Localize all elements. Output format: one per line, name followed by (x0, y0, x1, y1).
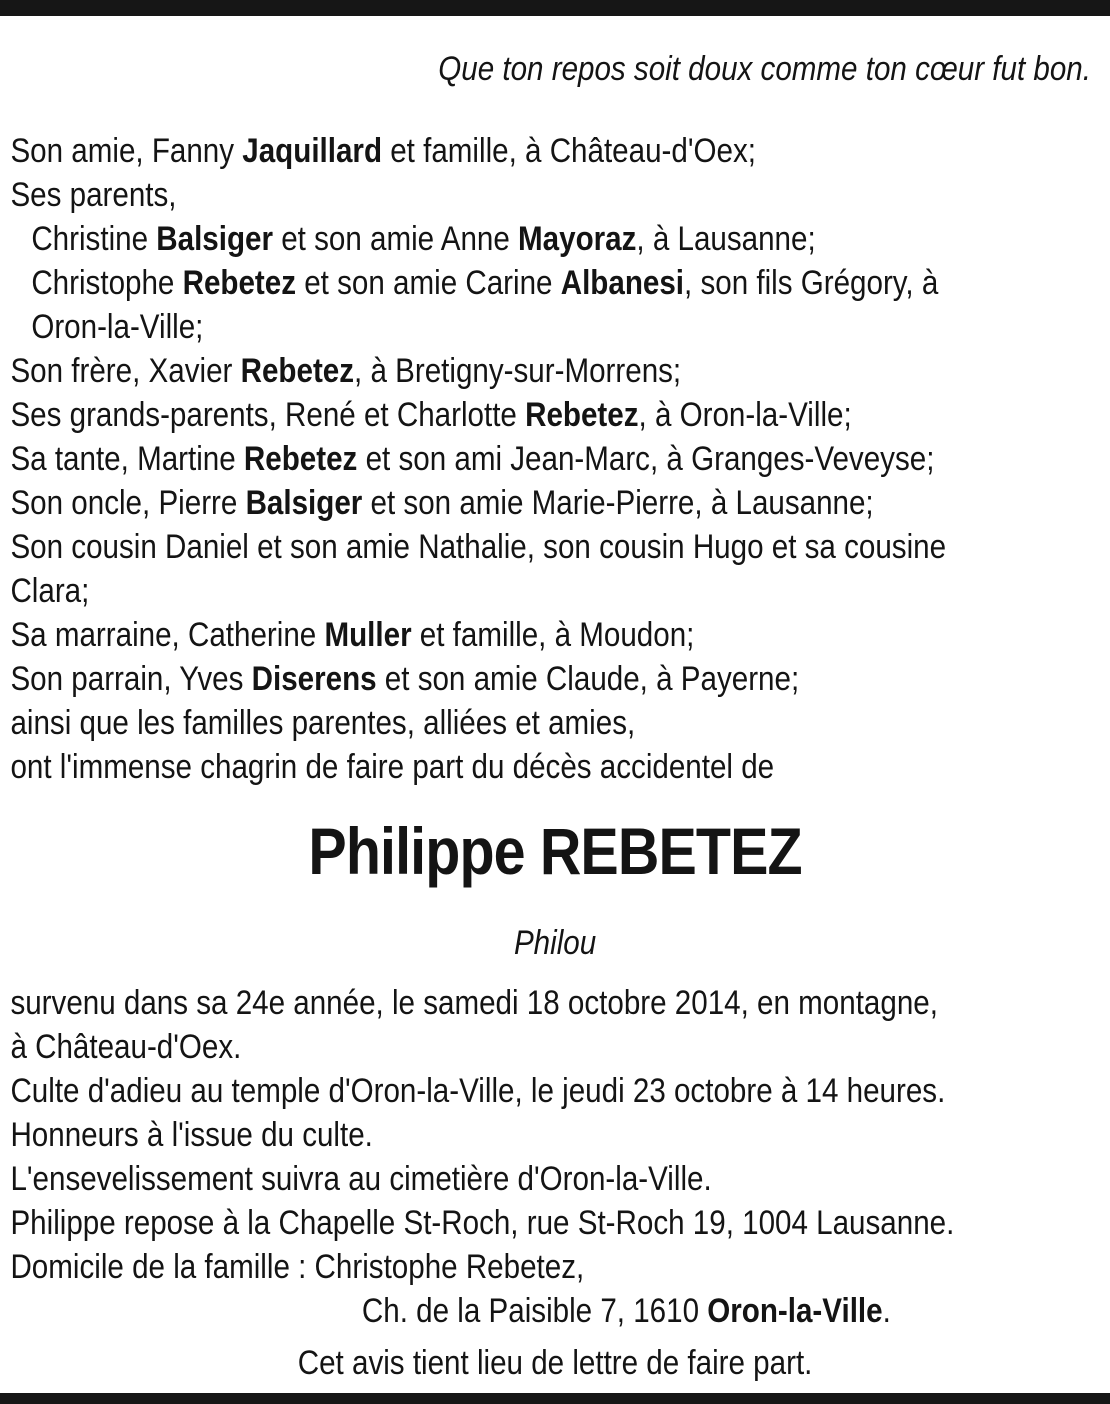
text-segment: , à Lausanne; (636, 220, 816, 258)
text-segment: et son ami Jean-Marc, à Granges-Veveyse; (357, 440, 935, 478)
text-segment: et son amie Marie-Pierre, à Lausanne; (362, 484, 874, 522)
text-segment: Christophe (31, 264, 183, 302)
text-segment: Oron-la-Ville; (31, 308, 204, 346)
text-segment: et famille, à Château-d'Oex; (382, 132, 756, 170)
text-segment: L'ensevelissement suivra au cimetière d'Oron-la-Ville. (10, 1160, 712, 1198)
family-line (10, 569, 1110, 613)
deceased-nickname: Philou (513, 924, 597, 962)
text-segment: Culte d'adieu au temple d'Oron-la-Ville, le jeudi 23 octobre à 14 heures. (10, 1072, 946, 1110)
surname-bold: Albanesi (560, 264, 685, 302)
surname-bold: Rebetez (182, 264, 297, 302)
family-line (31, 305, 1110, 349)
text-segment: Honneurs à l'issue du culte. (10, 1116, 373, 1154)
epitaph-quote: Que ton repos soit doux comme ton cœur fut bon. (438, 50, 1091, 88)
text-segment: Son cousin Daniel et son amie Nathalie, son cousin Hugo et sa cousine (10, 528, 947, 566)
family-line (10, 349, 1110, 393)
text-segment: . (882, 1292, 891, 1330)
text-segment: et son amie Carine (296, 264, 561, 302)
text-segment: et son amie Claude, à Payerne; (376, 660, 800, 698)
top-border-bar (0, 0, 1110, 16)
text-segment: et son amie Anne (273, 220, 519, 258)
family-list (0, 129, 1110, 789)
footer-notice: Cet avis tient lieu de lettre de faire part. (297, 1344, 813, 1382)
surname-bold: Balsiger (245, 484, 363, 522)
family-line (10, 129, 1110, 173)
text-segment: Son frère, Xavier (10, 352, 241, 390)
surname-bold: Jaquillard (242, 132, 383, 170)
text-segment: Domicile de la famille : Christophe Rebetez, (10, 1248, 585, 1286)
death-notice (0, 47, 1110, 1385)
text-segment: survenu dans sa 24e année, le samedi 18 octobre 2014, en montagne, (10, 984, 938, 1022)
family-line (10, 525, 1110, 569)
text-segment: ont l'immense chagrin de faire part du décès accidentel de (10, 748, 775, 786)
text-segment: , à Oron-la-Ville; (638, 396, 852, 434)
text-segment: Christine (31, 220, 157, 258)
text-segment: Ses parents, (10, 176, 177, 214)
text-segment: , à Bretigny-sur-Morrens; (354, 352, 682, 390)
text-segment: Son parrain, Yves (10, 660, 252, 698)
surname-bold: Rebetez (243, 440, 358, 478)
detail-line (10, 1157, 1110, 1201)
bottom-border-bar (0, 1393, 1110, 1404)
deceased-name: Philippe REBETEZ (308, 814, 802, 888)
surname-bold: Rebetez (525, 396, 639, 434)
family-line (10, 613, 1110, 657)
place-bold: Oron-la-Ville (707, 1292, 883, 1330)
text-segment: Ch. de la Paisible 7, 1610 (361, 1292, 708, 1330)
text-segment: Sa marraine, Catherine (10, 616, 325, 654)
surname-bold: Rebetez (240, 352, 355, 390)
family-line (10, 393, 1110, 437)
family-line (10, 437, 1110, 481)
text-segment: à Château-d'Oex. (10, 1028, 242, 1066)
text-segment: ainsi que les familles parentes, alliées et amies, (10, 704, 636, 742)
text-segment: Philippe repose à la Chapelle St-Roch, rue St-Roch 19, 1004 Lausanne. (10, 1204, 955, 1242)
text-segment: Son oncle, Pierre (10, 484, 246, 522)
family-address-line (362, 1289, 1110, 1333)
detail-line (10, 981, 1110, 1025)
text-segment: et famille, à Moudon; (411, 616, 695, 654)
surname-bold: Mayoraz (518, 220, 637, 258)
detail-line (10, 1245, 1110, 1289)
family-line (10, 657, 1110, 701)
surname-bold: Diserens (251, 660, 377, 698)
surname-bold: Balsiger (156, 220, 274, 258)
text-segment: Ses grands-parents, René et Charlotte (10, 396, 526, 434)
family-line (10, 745, 1110, 789)
text-segment: Son amie, Fanny (10, 132, 243, 170)
text-segment: Sa tante, Martine (10, 440, 244, 478)
detail-line (10, 1069, 1110, 1113)
family-line (10, 701, 1110, 745)
text-segment: Clara; (10, 572, 90, 610)
family-line (31, 217, 1110, 261)
detail-line (10, 1025, 1110, 1069)
text-segment: , son fils Grégory, à (684, 264, 939, 302)
family-line (10, 481, 1110, 525)
family-line (31, 261, 1110, 305)
detail-line (10, 1201, 1110, 1245)
surname-bold: Muller (324, 616, 412, 654)
ceremony-details (0, 981, 1110, 1333)
family-line (10, 173, 1110, 217)
detail-line (10, 1113, 1110, 1157)
